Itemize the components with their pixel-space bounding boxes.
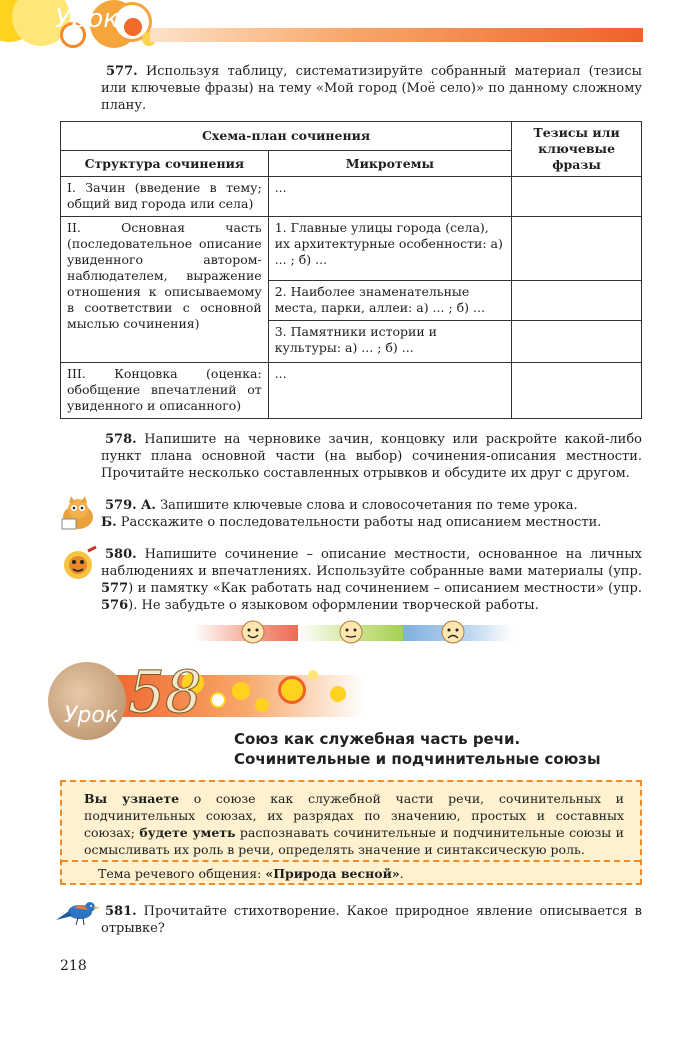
- part-a-label: А.: [140, 498, 156, 513]
- lesson-title-line: Союз как служебная часть речи.: [234, 730, 521, 748]
- table-cell-structure: III. Концовка (оценка: обобщение впечатлений от увиденного и описанного): [61, 363, 269, 419]
- cat-mascot-icon: [58, 495, 98, 531]
- exercise-text: Напишите сочинение – описание местности, основанное на личных наблюдениях и впечатлениях. Используйте собранные вами материалы (упр.: [101, 547, 642, 579]
- you-learn-label: Вы узнаете: [84, 791, 180, 806]
- exercise-text: Напишите на черновике зачин, концовку или раскройте какой-либо пункт плана основной части (на выбор) сочинения-описания местности. Прочитайте несколько составленных отрывков и обсудите их друг с другом.: [101, 432, 642, 481]
- exercise-text: ) и памятку «Как работать над сочинением – описанием местности» (упр.: [128, 581, 642, 596]
- table-cell-structure: II. Основная часть (последовательное описание увиденного автором-наблюдателем, выражение отношения к описываемому в соответствии с основной мыслью сочинения): [61, 217, 269, 363]
- be-able-label: будете уметь: [139, 825, 236, 840]
- speech-theme-label: Тема речевого общения:: [98, 866, 262, 881]
- lesson-title: [234, 729, 601, 769]
- writing-mascot-icon: [58, 545, 98, 585]
- table-cell-structure: I. Зачин (введение в тему; общий вид города или села): [61, 177, 269, 217]
- lesson-title-line: Сочинительные и подчинительные союзы: [234, 750, 601, 768]
- speech-theme-value: «Природа весной»: [265, 866, 400, 881]
- table-cell-micro: 2. Наиболее знаменательные места, парки, аллеи: а) ... ; б) ...: [268, 281, 511, 321]
- table-header-theses: Тезисы или ключевые фразы: [512, 122, 642, 177]
- exercise-577: [101, 63, 642, 114]
- table-row: [61, 177, 642, 217]
- speech-theme: [98, 866, 404, 881]
- exercise-number: 581.: [105, 904, 137, 919]
- learning-goals-text: [84, 790, 624, 858]
- table-cell-theses: [512, 363, 642, 419]
- table-header-structure: Структура сочинения: [61, 151, 269, 177]
- part-b-label: Б.: [101, 515, 117, 530]
- table-row: [61, 217, 642, 281]
- sad-face-icon: [440, 619, 466, 645]
- be-able-text: распознавать сочинительные и подчинительные союзы и осмысливать их роль в речи, определять значение и синтаксическую роль.: [84, 825, 624, 857]
- table-cell-micro: 1. Главные улицы города (села), их архитектурные особенности: а) ... ; б) ...: [268, 217, 511, 281]
- exercise-number: 580.: [105, 547, 137, 562]
- exercise-578: [101, 431, 642, 482]
- exercise-number: 579.: [105, 498, 137, 513]
- box-separator: [62, 860, 640, 862]
- table-cell-theses: [512, 321, 642, 363]
- exercise-579: [101, 497, 642, 531]
- table-cell-theses: [512, 281, 642, 321]
- exercise-number: 577.: [106, 64, 138, 79]
- learning-goals-box: [60, 780, 642, 885]
- exercise-581: [101, 903, 642, 937]
- essay-plan-table: [60, 121, 642, 419]
- table-cell-theses: [512, 217, 642, 281]
- exercise-text: Прочитайте стихотворение. Какое природное явление описывается в отрывке?: [101, 904, 643, 936]
- happy-face-icon: [240, 619, 266, 645]
- part-a-text: Запишите ключевые слова и словосочетания по теме урока.: [160, 498, 578, 513]
- table-cell-micro: ...: [268, 363, 511, 419]
- exercise-text: Используя таблицу, систематизируйте собранный материал (тезисы или ключевые фразы) на тему «Мой город (Моё село)» по данному сложному плану.: [101, 64, 642, 113]
- exercise-number: 578.: [105, 432, 137, 447]
- table-row: [61, 363, 642, 419]
- table-cell-micro: 3. Памятники истории и культуры: а) ... ; б) ...: [268, 321, 511, 363]
- neutral-face-icon: [338, 619, 364, 645]
- table-header-microthemes: Микротемы: [268, 151, 511, 177]
- you-learn-text: о союзе как служебной части речи, сочинительных и подчинительных союзах, их разрядах по значению, простых и составных союзах;: [84, 791, 624, 840]
- exercise-reference: 577: [101, 581, 129, 596]
- header-lesson-word: Урок: [55, 4, 119, 34]
- header-bar: [150, 28, 643, 42]
- exercise-580: [101, 546, 642, 614]
- exercise-text: ). Не забудьте о языковом оформлении творческой работы.: [128, 598, 539, 613]
- lesson-number: 58: [128, 658, 202, 726]
- part-b-text: Расскажите о последовательности работы над описанием местности.: [120, 515, 602, 530]
- table-cell-micro: ...: [268, 177, 511, 217]
- table-header-plan: Схема-план сочинения: [61, 122, 512, 151]
- lesson-word: Урок: [64, 703, 119, 728]
- bird-icon: [56, 896, 100, 926]
- exercise-reference: 576: [101, 598, 129, 613]
- speech-theme-end: .: [399, 866, 404, 881]
- table-cell-theses: [512, 177, 642, 217]
- page-number: 218: [60, 958, 87, 974]
